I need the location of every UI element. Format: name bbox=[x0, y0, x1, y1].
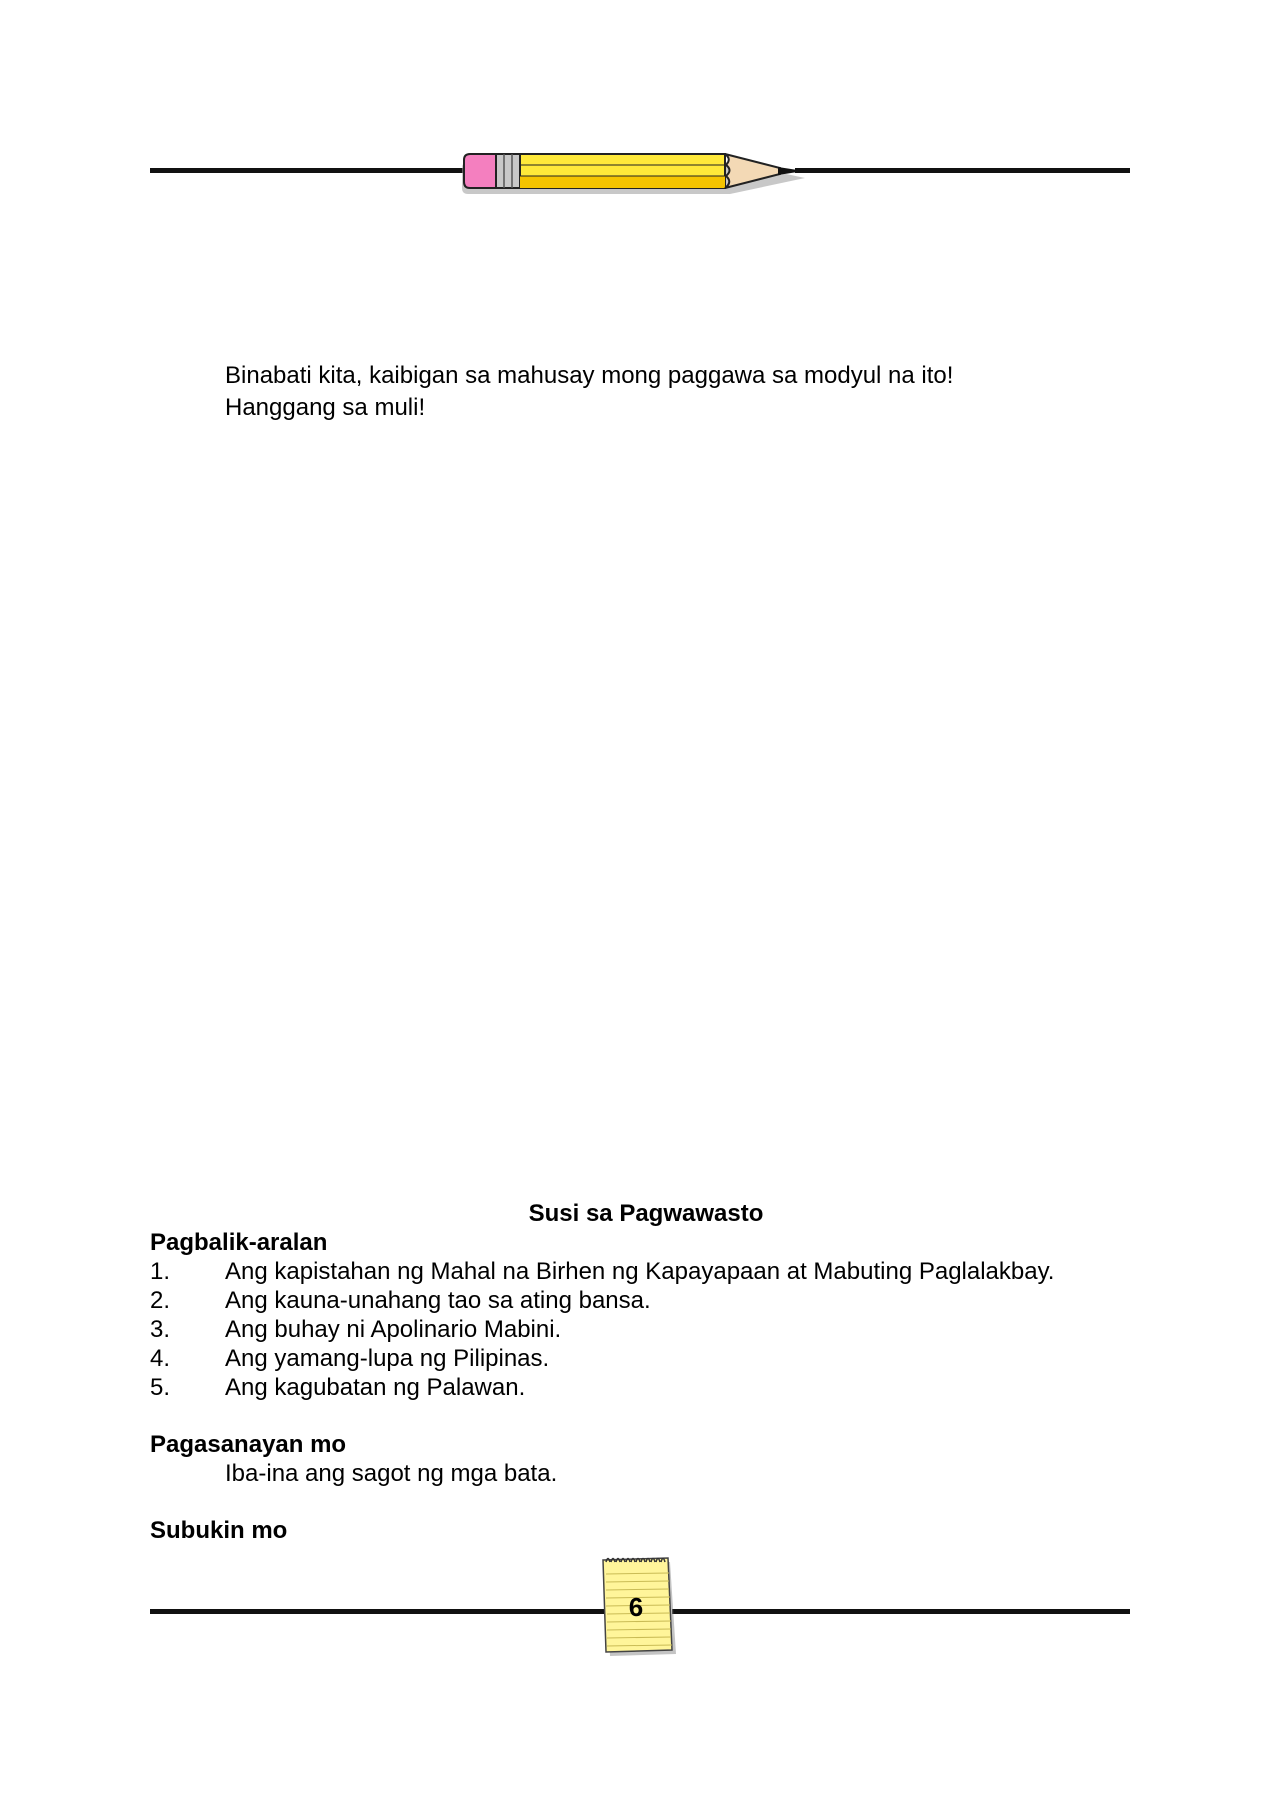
section-heading-pagasanayan-mo: Pagasanayan mo bbox=[150, 1431, 347, 1458]
pencil-icon bbox=[460, 148, 810, 198]
answer-key-title: Susi sa Pagwawasto bbox=[528, 1200, 764, 1227]
header-rule-left bbox=[150, 168, 470, 173]
footer-rule-right bbox=[672, 1609, 1130, 1614]
list-item-text: Ang buhay ni Apolinario Mabini. bbox=[225, 1316, 562, 1343]
list-item bbox=[150, 1287, 651, 1315]
list-item bbox=[150, 1345, 549, 1373]
list-item bbox=[150, 1258, 1054, 1286]
section-heading-subukin-mo: Subukin mo bbox=[150, 1517, 288, 1544]
list-item-number: 1. bbox=[150, 1258, 171, 1285]
list-item bbox=[150, 1316, 561, 1344]
section-heading-pagbalik-aralan: Pagbalik-aralan bbox=[150, 1229, 328, 1256]
header-rule-right bbox=[795, 168, 1130, 173]
greeting-line-1: Binabati kita, kaibigan sa mahusay mong paggawa sa modyul na ito! bbox=[225, 362, 954, 389]
greeting-line-2: Hanggang sa muli! bbox=[225, 394, 426, 421]
list-item-number: 2. bbox=[150, 1287, 171, 1314]
section-body-pagasanayan-mo: Iba-ina ang sagot ng mga bata. bbox=[225, 1460, 558, 1487]
list-item-text: Ang kagubatan ng Palawan. bbox=[225, 1374, 526, 1401]
list-item-number: 5. bbox=[150, 1374, 171, 1401]
page-number: 6 bbox=[628, 1592, 644, 1622]
list-item-number: 4. bbox=[150, 1345, 171, 1372]
footer-rule-left bbox=[150, 1609, 606, 1614]
list-item-number: 3. bbox=[150, 1316, 171, 1343]
list-item-text: Ang yamang-lupa ng Pilipinas. bbox=[225, 1345, 550, 1372]
list-item bbox=[150, 1374, 525, 1402]
list-item-text: Ang kauna-unahang tao sa ating bansa. bbox=[225, 1287, 651, 1314]
list-item-text: Ang kapistahan ng Mahal na Birhen ng Kapayapaan at Mabuting Paglalakbay. bbox=[225, 1258, 1055, 1285]
